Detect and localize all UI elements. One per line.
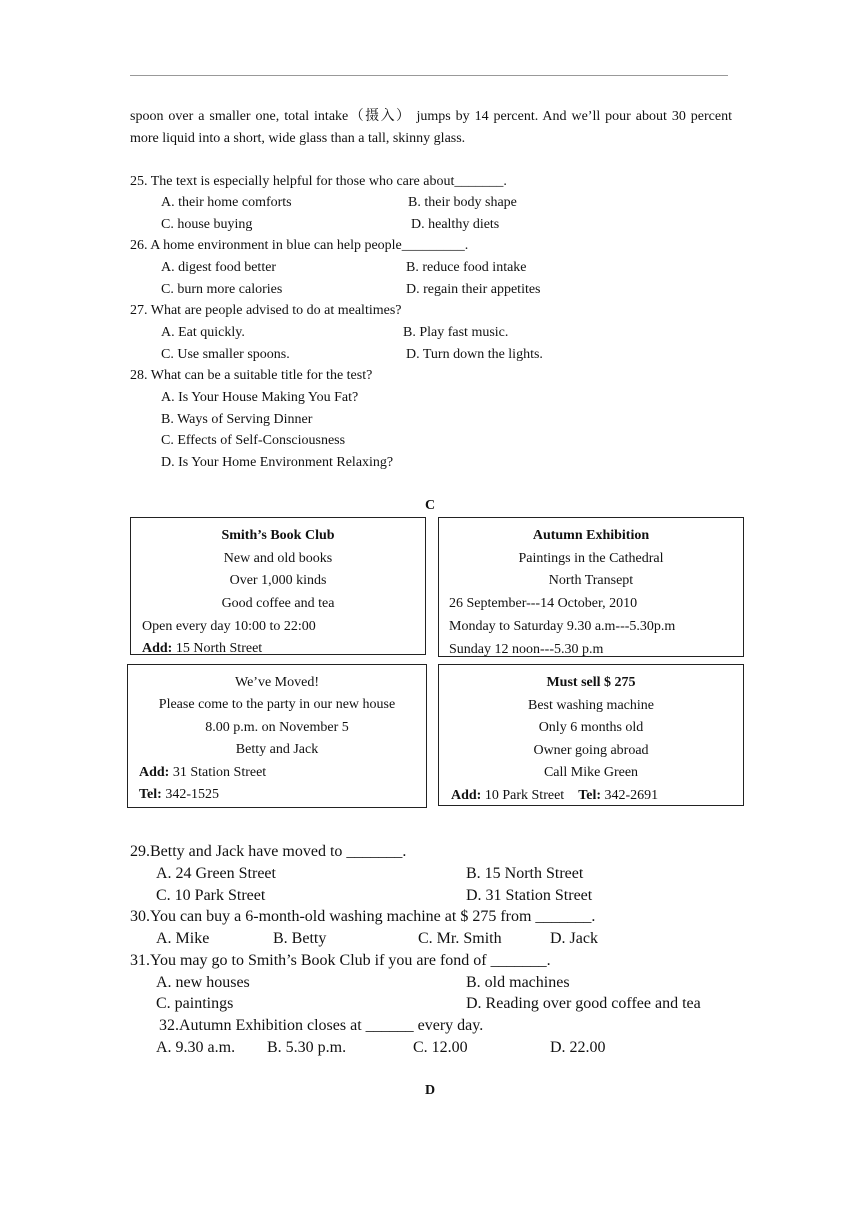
ad-moved [127, 664, 427, 808]
option: C. 10 Park Street [156, 887, 266, 904]
option: C. paintings [156, 995, 234, 1012]
option: A. 24 Green Street [156, 865, 276, 882]
option: B. their body shape [408, 195, 517, 210]
passage-tail: spoon over a smaller one, total intake（摄入） jumps by 14 percent. And we’ll pour about 30 percent more liquid into a short, wide glass than a tall, skinny glass. [130, 109, 732, 146]
ad-address: 15 North Street [175, 641, 263, 655]
header-rule [130, 75, 728, 76]
ad-exhibition [438, 517, 744, 657]
section-d-heading: D [424, 1083, 436, 1098]
option: C. Use smaller spoons. [161, 347, 290, 362]
ad-title: Autumn Exhibition [532, 528, 650, 543]
option: A. digest food better [161, 260, 277, 275]
ad-line: Paintings in the Cathedral [518, 551, 664, 566]
question-27: 27. What are people advised to do at mealtimes? [130, 303, 402, 318]
option: D. healthy diets [411, 217, 500, 232]
option: D. regain their appetites [406, 282, 541, 297]
option: C. house buying [161, 217, 253, 232]
option: A. Mike [156, 930, 210, 947]
question-29: 29.Betty and Jack have moved to _______. [130, 843, 407, 860]
ad-line: Betty and Jack [235, 742, 319, 757]
section-c-heading: C [424, 498, 436, 513]
option: B. 5.30 p.m. [267, 1039, 347, 1056]
ad-address: 10 Park Street [484, 788, 565, 803]
option: D. 31 Station Street [466, 887, 593, 904]
ad-line: New and old books [223, 551, 333, 566]
option: B. Betty [273, 930, 327, 947]
option: B. Play fast music. [403, 325, 509, 340]
question-25: 25. The text is especially helpful for those who care about_______. [130, 174, 507, 189]
option: A. their home comforts [161, 195, 292, 210]
ad-line: Best washing machine [528, 698, 654, 713]
ad-add-label: Add: [139, 765, 170, 780]
option: C. burn more calories [161, 282, 283, 297]
option: C. Mr. Smith [418, 930, 502, 947]
ad-weekday-hours: Monday to Saturday 9.30 a.m---5.30p.m [449, 619, 676, 634]
ad-dates: 26 September---14 October, 2010 [449, 596, 638, 611]
ad-line: Please come to the party in our new house [158, 697, 396, 712]
option: A. Eat quickly. [161, 325, 245, 340]
question-30: 30.You can buy a 6-month-old washing machine at $ 275 from _______. [130, 908, 596, 925]
option: D. Is Your Home Environment Relaxing? [161, 455, 394, 470]
option: A. new houses [156, 974, 250, 991]
ad-title: We’ve Moved! [234, 675, 319, 690]
ad-line: Only 6 months old [538, 720, 644, 735]
ad-title: Must sell $ 275 [546, 675, 636, 690]
ad-line: Call Mike Green [543, 765, 639, 780]
ad-book-club [130, 517, 426, 655]
option: A. 9.30 a.m. [156, 1039, 236, 1056]
option: A. Is Your House Making You Fat? [161, 390, 359, 405]
ad-add-label: Add: [451, 788, 482, 803]
ad-phone: 342-2691 [604, 788, 659, 803]
ad-line: Owner going abroad [533, 743, 649, 758]
option: B. Ways of Serving Dinner [161, 412, 313, 427]
question-31: 31.You may go to Smith’s Book Club if you are fond of _______. [130, 952, 551, 969]
option: D. Reading over good coffee and tea [466, 995, 701, 1012]
ad-phone: 342-1525 [165, 787, 219, 802]
ad-title: Smith’s Book Club [221, 528, 335, 543]
option: C. Effects of Self-Consciousness [161, 433, 346, 448]
option: D. 22.00 [550, 1039, 606, 1056]
question-28: 28. What can be a suitable title for the test? [130, 368, 373, 383]
ad-tel-label: Tel: [139, 787, 162, 802]
question-26: 26. A home environment in blue can help people_________. [130, 238, 469, 253]
ad-line: Good coffee and tea [221, 596, 335, 611]
ad-line: Over 1,000 kinds [229, 573, 327, 588]
question-32: 32.Autumn Exhibition closes at ______ every day. [159, 1017, 484, 1034]
option: B. reduce food intake [406, 260, 527, 275]
option: C. 12.00 [413, 1039, 468, 1056]
ad-hours: Open every day 10:00 to 22:00 [142, 619, 316, 634]
ad-sunday-hours: Sunday 12 noon---5.30 p.m [449, 642, 604, 657]
ad-add-label: Add: [142, 641, 173, 655]
ad-tel-label: Tel: [578, 788, 602, 803]
option: D. Jack [550, 930, 598, 947]
ad-address: 31 Station Street [172, 765, 267, 780]
ad-line: 8.00 p.m. on November 5 [205, 720, 349, 735]
ad-must-sell [438, 664, 744, 806]
option: B. old machines [466, 974, 570, 991]
option: D. Turn down the lights. [406, 347, 543, 362]
ad-line: North Transept [548, 573, 634, 588]
option: B. 15 North Street [466, 865, 584, 882]
